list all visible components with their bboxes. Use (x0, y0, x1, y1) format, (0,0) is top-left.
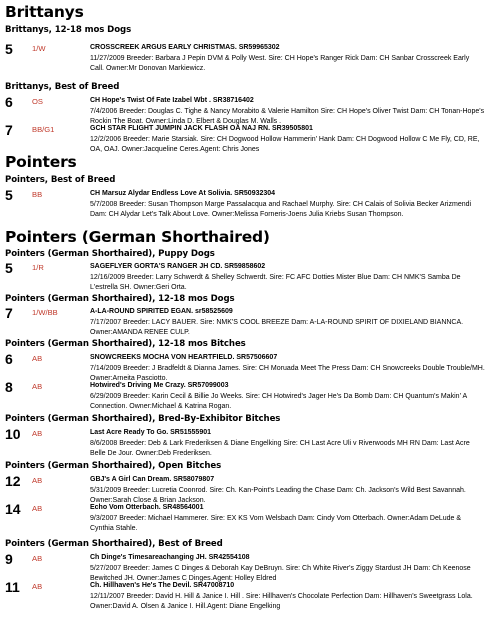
dog-details: 5/27/2007 Breeder: James C Dinges & Deborah Kay DeBruyn. Sire: Ch White River's Ziggy Stardust JH Dam: Ch Keenose Bewitched JH. Owner:James C Dinges.Agent: Holley Eldred (90, 565, 471, 582)
dog-details: 7/17/2007 Breeder: LACY BAUER. Sire: NMK'S COOL BREEZE Dam: A-LA-ROUND SPIRIT OF DIXIELAND BIANNCA. Owner:AMANDA RENEE CULP. (90, 319, 464, 336)
dog-name: Hotwired's Driving Me Crazy. SR57099003 (90, 382, 229, 389)
dog-name: GCH STAR FLIGHT JUMPIN JACK FLASH OA NAJ RN. SR39505801 (90, 125, 313, 132)
class-heading: Brittanys, Best of Breed (5, 82, 120, 92)
award-code: AB (32, 504, 43, 513)
class-heading: Pointers (German Shorthaired), Open Bitches (5, 461, 222, 471)
dog-details: 5/31/2009 Breeder: Lucretia Coonrod. Sire: Ch. Kan-Point's Leading the Chase Dam: Ch. Jackson's Wild Best Savannah. Owner:Sarah Close & Brian Jackson. (90, 487, 466, 504)
award-code: BB (32, 190, 43, 199)
dog-details: 12/11/2007 Breeder: David H. Hill & Janice I. Hill . Sire: Hillhaven's Chocolate Perfection Dam: Hillhaven's Sweetgrass Lola. Owner:David A. Olsen & Janice I. Hill.Agent: Diane Engelking (90, 593, 473, 610)
breed-heading: Brittanys (5, 3, 84, 21)
class-heading: Pointers (German Shorthaired), 12-18 mos Dogs (5, 294, 235, 304)
entry-number: 14 (5, 501, 21, 517)
dog-name: CH Hope's Twist Of Fate Izabel Wbt . SR38716402 (90, 97, 254, 104)
dog-details: 6/29/2009 Breeder: Karin Cecil & Billie Jo Weeks. Sire: CH Hotwired's Jager He's Da Bomb Dam: CH Quantum's Makin' A Connection. Owner:Michael & Katrina Rogan. (90, 393, 467, 410)
entry-number: 8 (5, 379, 13, 395)
award-code: AB (32, 429, 43, 438)
entry-number: 5 (5, 260, 13, 276)
entry-number: 10 (5, 426, 21, 442)
dog-name: GBJ's A Girl Can Dream. SR58079807 (90, 476, 215, 483)
dog-name: CROSSCREEK ARGUS EARLY CHRISTMAS. SR59965302 (90, 44, 280, 51)
award-code: AB (32, 554, 43, 563)
award-code: BB/G1 (32, 125, 55, 134)
entry-number: 7 (5, 305, 13, 321)
entry-number: 5 (5, 41, 13, 57)
award-code: AB (32, 354, 43, 363)
entry-number: 12 (5, 473, 21, 489)
class-heading: Pointers (German Shorthaired), Bred-By-Exhibitor Bitches (5, 414, 281, 424)
class-heading: Pointers (German Shorthaired), Puppy Dogs (5, 249, 215, 259)
award-code: 1/R (32, 263, 44, 272)
award-code: AB (32, 476, 43, 485)
dog-name: Ch. Hillhaven's He's The Devil. SR47008710 (90, 582, 235, 589)
entry-number: 7 (5, 122, 13, 138)
award-code: AB (32, 582, 43, 591)
dog-name: Last Acre Ready To Go. SR51555901 (90, 429, 211, 436)
dog-name: Echo Vom Otterbach. SR48564001 (90, 504, 204, 511)
dog-details: 8/6/2008 Breeder: Deb & Lark Frederiksen & Diane Engelking Sire: CH Last Acre Uli v Riverwoods MH RN Dam: Last Acre Belle De Jour. Owner:Deb Frederiksen. (90, 440, 470, 457)
dog-details: 12/16/2009 Breeder: Larry Schwerdt & Shelley Schwerdt. Sire: FC AFC Dotties Mister Blue Dam: CH NMK'S Samba De L'estrella SH. Owner:Geri Orta. (90, 274, 461, 291)
dog-details: 5/7/2008 Breeder: Susan Thompson Marge Passalacqua and Rachael Murphy. Sire: CH Calais of Solivia Becker Arizmendi Dam: CH Alydar Let's Talk About Love. Owner:Melissa Forneris-Joens Julia Kriebs Susan Thompson. (90, 201, 472, 218)
entry-number: 6 (5, 94, 13, 110)
award-code: OS (32, 97, 43, 106)
class-heading: Pointers (German Shorthaired), 12-18 mos Bitches (5, 339, 246, 349)
class-heading: Pointers, Best of Breed (5, 175, 116, 185)
dog-name: CH Marsuz Alydar Endless Love At Solivia. SR50932304 (90, 190, 276, 197)
entry-number: 11 (5, 579, 20, 595)
entry-number: 6 (5, 351, 13, 367)
dog-name: A-LA-ROUND SPIRITED EGAN. sr58525609 (90, 308, 233, 315)
dog-details: 9/3/2007 Breeder: Michael Hammerer. Sire: EX KS Vom Welsbach Dam: Cindy Vom Otterbach. Owner:Adam DeLude & Cynthia Stahle. (90, 515, 462, 532)
entry-number: 9 (5, 551, 13, 567)
class-heading: Pointers (German Shorthaired), Best of Breed (5, 539, 223, 549)
dog-details: 7/4/2006 Breeder: Douglas C. Tighe & Nancy Morabito & Valerie Hamilton Sire: CH Hope's Oliver Twist Dam: CH Tonan-Hope's Rockin The Boat. Owner:Linda D. Elbert & Douglas M. Walls . (90, 108, 485, 125)
award-code: 1/W (32, 44, 46, 53)
entry-number: 5 (5, 187, 13, 203)
dog-name: SAGEFLYER GORTA'S RANGER JH CD. SR59858602 (90, 263, 266, 270)
award-code: AB (32, 382, 43, 391)
breed-heading: Pointers (5, 153, 77, 171)
dog-details: 7/14/2009 Breeder: J Bradfeldt & Dianna James. Sire: CH Moruada Meet The Press Dam: CH Snowcreeks Double Trouble/MH. Owner:Arneita Pasciotto. (90, 365, 485, 382)
dog-details: 11/27/2009 Breeder: Barbara J Pepin DVM & Polly West. Sire: CH Hope's Ranger Rick Dam: CH Sanbar Crosscreek Early Call. Owner:Mr Donovan Markiewicz. (90, 55, 470, 72)
award-code: 1/W/BB (32, 308, 58, 317)
dog-details: 12/2/2006 Breeder: Marie Starsiak. Sire: CH Dogwood Hollow Hammerin' Hank Dam: CH Dogwood Hollow C Me Fly, CD, RE, OA, OAJ. Owner:Jacqueline Ceres.Agent: Chris Jones (90, 136, 480, 153)
breed-heading: Pointers (German Shorthaired) (5, 228, 270, 246)
dog-name: SNOWCREEKS MOCHA VON HEARTFIELD. SR57506607 (90, 354, 278, 361)
class-heading: Brittanys, 12-18 mos Dogs (5, 25, 132, 35)
dog-name: Ch Dinge's Timesareachanging JH. SR42554108 (90, 554, 250, 561)
